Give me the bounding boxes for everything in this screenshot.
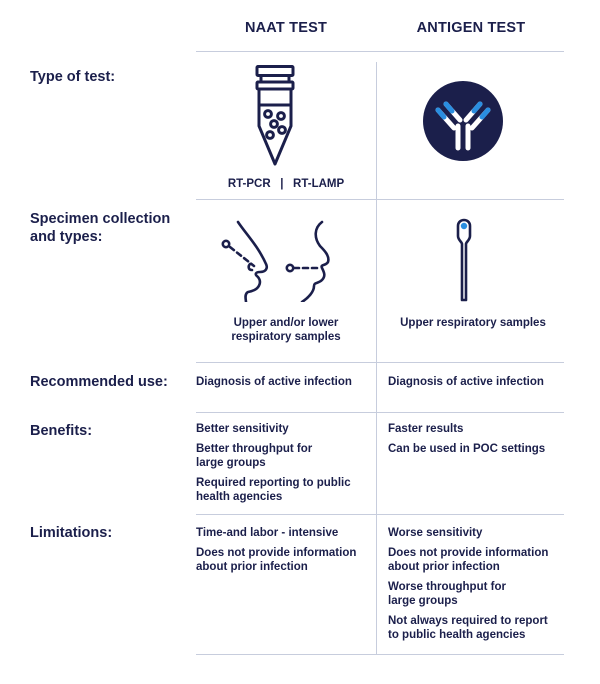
antigen-limitation-item [388,614,564,642]
row-label-recommended: Recommended use: [30,374,168,390]
divider-benefits [196,514,564,515]
column-header-naat: NAAT TEST [244,20,328,36]
naat-limitation-2-line1: Does not provide information [196,547,357,559]
divider-specimen [196,362,564,363]
antigen-benefit-1-line1: Faster results [388,423,464,435]
antigen-limitation-item [388,546,564,574]
naat-benefit-2-line1: Better throughput for [196,443,313,455]
antigen-recommended: Diagnosis of active infection [388,376,544,388]
divider-recommended [196,412,564,413]
naat-limitations [196,526,374,580]
antigen-benefit-item [388,422,564,436]
antigen-limitation-item [388,526,564,540]
column-divider [376,62,377,654]
caption-separator: | [280,178,284,190]
antigen-limitation-2-line1: Does not provide information [388,547,549,559]
naat-limitation-item [196,546,374,574]
naat-specimen-line1: Upper and/or lower [233,317,339,329]
antigen-benefits [388,422,564,462]
naat-benefit-3-line1: Required reporting to public [196,477,351,489]
antigen-limitation-3-line1: Worse throughput for [388,581,506,593]
antigen-limitation-3-line2: large groups [388,595,458,607]
row-label-limitations: Limitations: [30,525,113,541]
nose-throat-profile-icon [218,220,344,302]
antigen-limitation-4-line1: Not always required to report [388,615,548,627]
antigen-specimen-caption [380,316,566,330]
naat-limitation-2-line2: about prior infection [196,561,308,573]
naat-benefit-2-line2: large groups [196,457,266,469]
naat-benefits [196,422,374,510]
naat-specimen-line2: respiratory samples [231,331,341,343]
naat-benefit-item [196,442,374,470]
antigen-limitations [388,526,564,648]
naat-benefit-1-line1: Better sensitivity [196,423,289,435]
row-label-type: Type of test: [30,69,116,85]
naat-type-caption [196,177,376,191]
divider-bottom [196,654,564,655]
antigen-limitation-2-line2: about prior infection [388,561,500,573]
naat-recommended: Diagnosis of active infection [196,376,352,388]
antigen-benefit-item [388,442,564,456]
row-label-specimen-line2: and types: [30,229,103,245]
naat-limitation-item [196,526,374,540]
antigen-limitation-4-line2: to public health agencies [388,629,526,641]
antigen-limitation-item [388,580,564,608]
naat-specimen-caption [196,316,376,344]
naat-benefit-item [196,476,374,504]
column-header-antigen: ANTIGEN TEST [416,20,526,36]
row-label-specimen-line1: Specimen collection [30,211,171,227]
divider-type [196,199,564,200]
naat-benefit-3-line2: health agencies [196,491,283,503]
antibody-icon [422,80,504,162]
test-tube-icon [252,64,298,168]
row-label-benefits: Benefits: [30,423,93,439]
caption-rt-pcr: RT-PCR [227,178,271,190]
swab-icon [452,212,476,304]
antigen-specimen-line1: Upper respiratory samples [400,317,546,329]
antigen-limitation-1-line1: Worse sensitivity [388,527,483,539]
divider-header [196,51,564,52]
antigen-benefit-2-line1: Can be used in POC settings [388,443,546,455]
naat-benefit-item [196,422,374,436]
naat-limitation-1-line1: Time-and labor - intensive [196,527,339,539]
caption-rt-lamp: RT-LAMP [293,178,345,190]
row-label-specimen [30,210,170,246]
